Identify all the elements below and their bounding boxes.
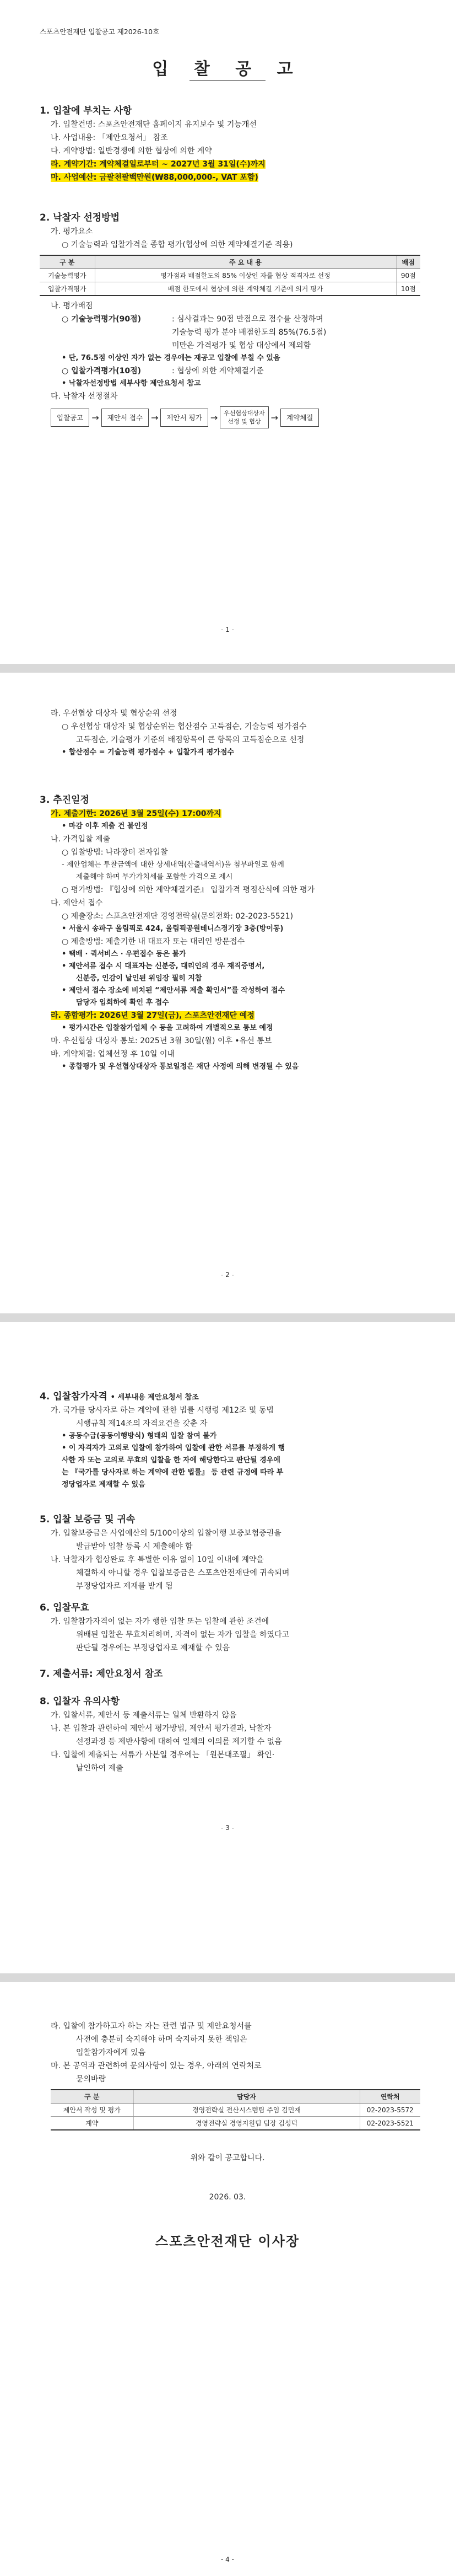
s3-item: - 제안업체는 투찰금액에 대한 상세내역(산출내역서)을 첨부파일로 함께 <box>62 861 284 869</box>
s5-item: 가. 입찰보증금은 사업예산의 5/100이상의 입찰이행 보증보험증권을 <box>51 1529 281 1538</box>
section-7-heading: 7. 제출서류: 제안요청서 참조 <box>40 1668 163 1679</box>
deadline-highlight: 가. 제출기한: 2026년 3월 25일(수) 17:00까지 <box>51 809 221 818</box>
flow-step: 계약체결 <box>280 409 319 427</box>
table-header: 연락처 <box>360 2090 420 2103</box>
page-title: 입 찰 공 고 <box>152 60 303 79</box>
s4-item: 가. 국가를 당사자로 하는 계약에 관한 법률 시행령 제12조 및 동법 <box>51 1406 274 1415</box>
price-eval-text: : 협상에 의한 계약체결기준 <box>172 367 264 375</box>
section-8-continued <box>40 2020 420 2130</box>
table-header: 배점 <box>396 255 420 269</box>
table-row <box>40 282 420 296</box>
section-1-heading: 1. 입찰에 부치는 사항 <box>40 105 132 116</box>
s5-item: 부정당업자로 제재를 받게 됨 <box>76 1582 173 1591</box>
table-cell: 제안서 작성 및 평가 <box>51 2103 133 2117</box>
table-cell: 평가점과 배점한도의 85% 이상인 자를 협상 적격자로 선정 <box>95 269 396 282</box>
page-number: - 2 - <box>221 1271 234 1279</box>
closing-notice: 위와 같이 공고합니다. <box>190 2154 265 2162</box>
s4-item: • 이 자격자가 고의로 입찰에 참가하여 입찰에 관한 서류를 부정하게 행 <box>62 1444 285 1452</box>
contact-table <box>51 2089 420 2130</box>
document-page-2 <box>0 673 455 1313</box>
s3-item: 담당자 입회하에 확인 후 접수 <box>76 999 169 1007</box>
flow-step: 입찰공고 <box>51 409 89 427</box>
arrow-right-icon: → <box>210 412 218 423</box>
s1-item: 가. 입찰건명: 스포츠안전재단 홈페이지 유지보수 및 기능개선 <box>51 120 257 129</box>
s2-priority-heading: 라. 우선협상 대상자 및 협상순위 선정 <box>51 709 177 718</box>
s3-item: 다. 제안서 접수 <box>51 899 103 908</box>
table-row <box>40 269 420 282</box>
s4-item: • 공동수급(공동이행방식) 형태의 입찰 참여 불가 <box>62 1432 217 1440</box>
table-cell: 기술능력평가 <box>40 269 95 282</box>
section-4 <box>40 1389 420 1491</box>
budget-highlight: 마. 사업예산: 금팔천팔백만원(₩88,000,000-, VAT 포함) <box>51 173 258 182</box>
s3-item: ○ 제출장소: 스포츠안전재단 경영전략실(문의전화: 02-2023-5521) <box>62 912 294 921</box>
s3-item: • 서울시 송파구 올림픽로 424, 올림픽공원테니스경기장 3층(방이동) <box>62 925 284 933</box>
table-cell: 계약 <box>51 2117 133 2130</box>
s4-item: 정당업자로 제재할 수 있음 <box>62 1480 145 1489</box>
s3-item: 나. 가격입찰 제출 <box>51 835 111 844</box>
page-number: - 1 - <box>221 626 234 634</box>
s3-item: ○ 제출방법: 제출기한 내 대표자 또는 대리인 방문접수 <box>62 937 245 946</box>
s6-item: 가. 입찰참가자격이 없는 자가 행한 입찰 또는 입찰에 관한 조건에 <box>51 1617 269 1626</box>
s3-item: ○ 입찰방법: 나라장터 전자입찰 <box>62 848 168 857</box>
s3-item: 제출해야 하며 부가가치세를 포함한 가격으로 제시 <box>76 873 233 881</box>
section-6-heading: 6. 입찰무효 <box>40 1602 89 1613</box>
page-number: - 4 - <box>221 2556 234 2563</box>
price-eval-note: • 낙찰자선정방법 세부사항 제안요청서 참고 <box>62 379 201 388</box>
flow-step: 우선협상대상자 선정 및 협상 <box>220 406 268 428</box>
s5-item: 나. 낙찰자가 협상완료 후 특별한 이유 없이 10일 이내에 계약을 <box>51 1555 264 1564</box>
s1-item: 다. 계약방법: 일반경쟁에 의한 협상에 의한 계약 <box>51 147 212 155</box>
s3-item: • 제안서 접수 장소에 비치된 “제안서류 제출 확인서”를 작성하여 접수 <box>62 986 285 995</box>
section-4-heading: 4. 입찰참가자격 <box>40 1391 107 1402</box>
s8-item: 선정과정 등 제반사항에 대하여 일체의 이의를 제기할 수 없음 <box>76 1737 282 1746</box>
table-cell: 경영전략실 전산시스템팀 주임 김민재 <box>133 2103 360 2117</box>
table-header: 구 분 <box>51 2090 133 2103</box>
s2-eval-b: 나. 평가배점 <box>51 302 93 310</box>
scoring-table <box>40 255 420 296</box>
s3-item: • 제안서류 접수 시 대표자는 신분증, 대리인의 경우 재직증명서, <box>62 962 265 970</box>
s2-eval-a1: ○ 기술능력과 입찰가격을 종합 평가(협상에 의한 계약체결기준 적용) <box>62 240 293 249</box>
s8-item: 사전에 충분히 숙지해야 하며 숙지하지 못한 책임은 <box>76 2035 247 2044</box>
s3-item: • 평가시간은 입찰참가업체 수 등을 고려하여 개별적으로 통보 예정 <box>62 1024 273 1032</box>
s5-item: 발급받아 입찰 등록 시 제출해야 함 <box>76 1542 193 1551</box>
price-eval-label: ○ 입찰가격평가(10점) <box>62 367 142 375</box>
section-3-heading: 3. 추진일정 <box>40 795 89 806</box>
page-number: - 3 - <box>221 1824 234 1832</box>
s4-item: 는 『국가를 당사자로 하는 계약에 관한 법률』 등 관련 규정에 따라 부 <box>62 1468 284 1477</box>
table-header: 주 요 내 용 <box>95 255 396 269</box>
table-cell: 경영전략실 경영지원팀 팀장 김성덕 <box>133 2117 360 2130</box>
s6-item: 위배된 입찰은 무효처리하며, 자격이 없는 자가 입찰을 하였다고 <box>76 1630 290 1639</box>
table-cell: 10점 <box>396 282 420 296</box>
table-cell: 배점 한도에서 협상에 의한 계약체결 기준에 의거 평가 <box>95 282 396 296</box>
s8-item: 라. 입찰에 참가하고자 하는 자는 관련 법규 및 제안요청서를 <box>51 2022 252 2031</box>
section-4-note: • 세부내용 제안요청서 참조 <box>110 1393 199 1402</box>
tech-eval-label: ○ 기술능력평가(90점) <box>62 315 142 324</box>
section-7 <box>40 1667 420 1681</box>
s8-item: 다. 입찰에 제출되는 서류가 사본일 경우에는 「원본대조필」 확인· <box>51 1751 275 1759</box>
selection-flow <box>40 406 420 428</box>
s8-item: 나. 본 입찰과 관련하여 제안서 평가방법, 제안서 평가결과, 낙찰자 <box>51 1724 272 1733</box>
deadline-note: • 마감 이후 제출 건 불인정 <box>62 822 148 830</box>
table-header: 담당자 <box>133 2090 360 2103</box>
table-cell: 90점 <box>396 269 420 282</box>
selection-process-label: 다. 낙찰자 선정절차 <box>51 392 118 401</box>
contract-period-highlight: 라. 계약기간: 계약체결일로부터 ~ 2027년 3월 31일(수)까지 <box>51 160 266 169</box>
flow-step: 제안서 평가 <box>160 409 208 427</box>
s2-priority-text: ○ 우선협상 대상자 및 협상순위는 협산점수 고득점순, 기술능력 평가점수 <box>62 722 307 731</box>
arrow-right-icon: → <box>151 412 159 423</box>
document-page-1 <box>0 0 455 664</box>
arrow-right-icon: → <box>270 412 279 423</box>
tech-eval-note: • 단, 76.5점 이상인 자가 없는 경우에는 재공고 입찰에 부칠 수 있음 <box>62 354 280 362</box>
section-8 <box>40 1694 420 1775</box>
flow-step: 제안서 접수 <box>101 409 149 427</box>
section-6 <box>40 1601 420 1655</box>
signature: 스포츠안전재단 이사장 <box>155 2234 300 2249</box>
tech-eval-text: 미만은 가격평가 및 협상 대상에서 제외함 <box>172 341 311 350</box>
section-1 <box>40 104 420 184</box>
s8-item: 날인하여 제출 <box>76 1764 123 1773</box>
s8-item: 마. 본 공역과 관련하여 문의사항이 있는 경우, 아래의 연락처로 <box>51 2062 262 2070</box>
table-cell: 02-2023-5572 <box>360 2103 420 2117</box>
s2-priority-note: • 합산점수 = 기술능력 평가점수 + 입찰가격 평가점수 <box>62 748 234 756</box>
s6-item: 판단될 경우에는 부정당업자로 제재할 수 있음 <box>76 1644 230 1652</box>
s3-item: • 택배 · 퀵서비스 · 우편접수 등은 불가 <box>62 950 186 958</box>
arrow-right-icon: → <box>91 412 99 423</box>
document-number: 스포츠안전재단 입찰공고 제2026-10호 <box>40 28 160 36</box>
section-5-heading: 5. 입찰 보증금 및 귀속 <box>40 1514 136 1525</box>
s3-item: ○ 평가방법: 『협상에 의한 계약체결기준』 입찰가격 평점산식에 의한 평가 <box>62 886 315 894</box>
s5-item: 체결하지 아니할 경우 입찰보증금은 스포츠안전재단에 귀속되며 <box>76 1569 290 1577</box>
s4-item: 시행규칙 제14조의 자격요건을 갖춘 자 <box>76 1419 208 1428</box>
tech-eval-text: 기술능력 평가 분야 배점한도의 85%(76.5점) <box>172 328 327 337</box>
closing-date: 2026. 03. <box>209 2193 246 2202</box>
section-2-heading: 2. 낙찰자 선정방법 <box>40 212 120 223</box>
section-5 <box>40 1512 420 1593</box>
table-row <box>51 2103 420 2117</box>
document-page-3 <box>0 1322 455 1973</box>
evaluation-date-highlight: 라. 종합평가: 2026년 3월 27일(금), 스포츠안전재단 예정 <box>51 1011 254 1020</box>
s3-item: 바. 계약체결: 업체선정 후 10일 이내 <box>51 1050 175 1059</box>
s4-item: 사한 자 또는 고의로 무효의 입찰을 한 자에 해당한다고 판단될 경우에 <box>62 1456 280 1464</box>
s8-item: 입찰참가자에게 있음 <box>76 2048 146 2057</box>
s2-eval-a: 가. 평가요소 <box>51 227 93 236</box>
s2-priority-text: 고득점순, 기술평가 기준의 배점항목이 큰 항목의 고득점순으로 선정 <box>76 736 305 744</box>
tech-eval-text: : 심사결과는 90점 만점으로 점수를 산정하며 <box>172 315 323 324</box>
section-2-continued <box>40 707 420 759</box>
table-row <box>51 2117 420 2130</box>
s3-item: • 종합평가 및 우선협상대상자 통보일정은 재단 사정에 의해 변경될 수 있음 <box>62 1062 299 1071</box>
table-cell: 02-2023-5521 <box>360 2117 420 2130</box>
document-page-4 <box>0 1982 455 2576</box>
table-header: 구 분 <box>40 255 95 269</box>
s8-item: 가. 입찰서류, 제안서 등 제출서류는 일체 반환하지 않음 <box>51 1711 237 1720</box>
s3-item: 신분증, 인감이 날인된 위임장 필히 지참 <box>76 974 202 983</box>
s8-item: 문의바람 <box>76 2075 106 2084</box>
section-3 <box>40 793 420 1073</box>
s3-item: 마. 우선협상 대상자 통보: 2025년 3월 30일(월) 이후 •유선 통보 <box>51 1037 272 1045</box>
table-cell: 입찰가격평가 <box>40 282 95 296</box>
section-8-heading: 8. 입찰자 유의사항 <box>40 1696 120 1707</box>
section-2 <box>40 211 420 428</box>
s1-item: 나. 사업내용: 「제안요청서」 참조 <box>51 133 168 142</box>
